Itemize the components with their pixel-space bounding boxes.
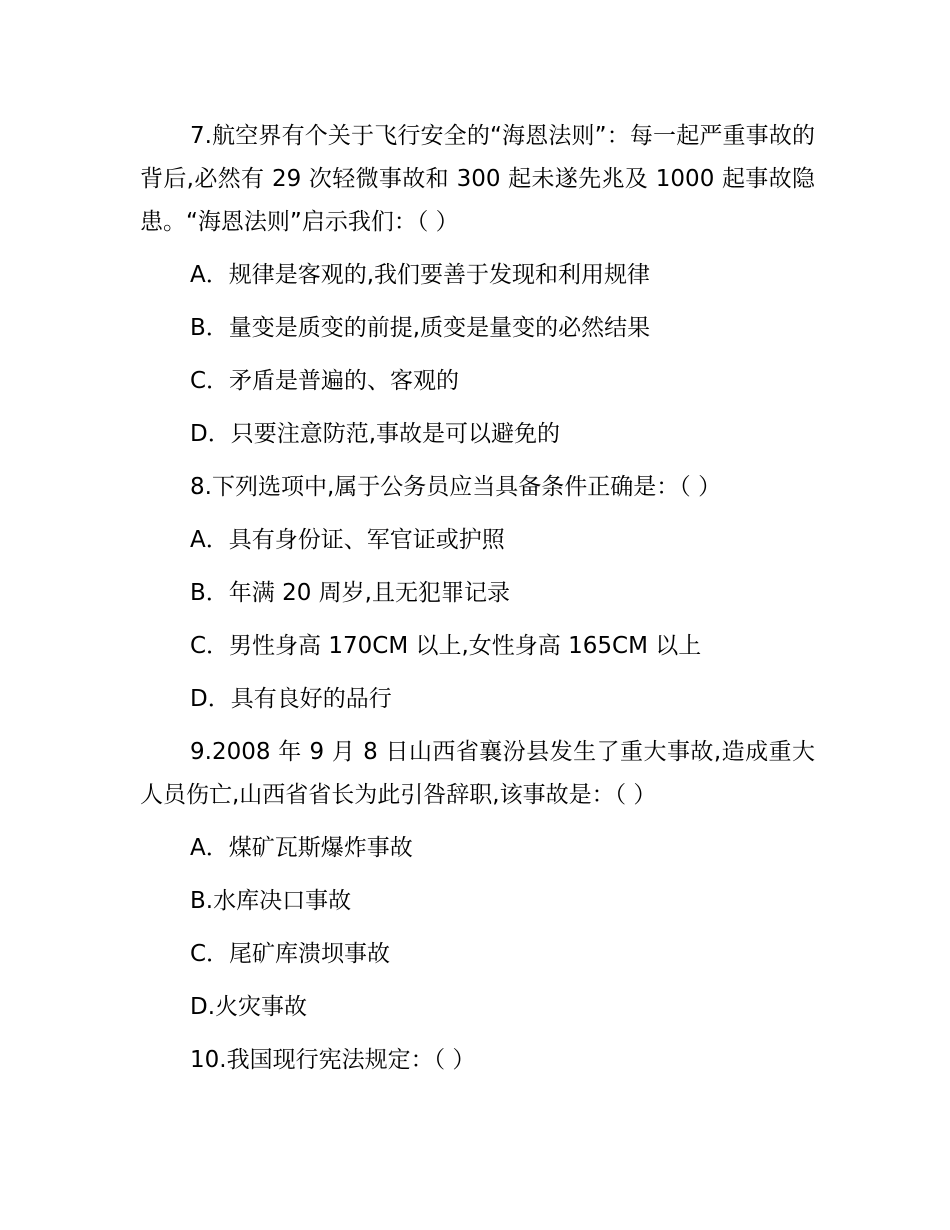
question-7-option-b: B．量变是质变的前提,质变是量变的必然结果	[190, 315, 651, 341]
question-7-stem: 7.航空界有个关于飞行安全的“海恩法则”：每一起严重事故的背后,必然有 29 次轻微事故和 300 起未遂先兆及 1000 起事故隐患。“海恩法则”启示我们：（ ）	[140, 123, 815, 235]
document-body	[140, 115, 815, 1092]
question-7-option-a: A．规律是客观的,我们要善于发现和利用规律	[190, 262, 651, 288]
question-8-option-c: C．男性身高 170CM 以上,女性身高 165CM 以上	[190, 633, 702, 659]
question-8-option-d: D．具有良好的品行	[190, 686, 392, 712]
question-9-option-c: C．尾矿库溃坝事故	[190, 941, 391, 967]
question-10-stem: 10.我国现行宪法规定：（ ）	[190, 1047, 476, 1073]
question-9-stem: 9.2008 年 9 月 8 日山西省襄汾县发生了重大事故,造成重大人员伤亡,山西省省长为此引咎辞职,该事故是：（ ）	[140, 739, 815, 808]
question-8-option-a: A．具有身份证、军官证或护照	[190, 527, 505, 553]
question-8-stem: 8.下列选项中,属于公务员应当具备条件正确是：（ ）	[190, 474, 722, 500]
question-7-option-d: D．只要注意防范,事故是可以避免的	[190, 421, 561, 447]
question-7-option-c: C．矛盾是普遍的、客观的	[190, 368, 460, 394]
question-9-option-b: B.水库决口事故	[190, 888, 352, 914]
question-9-option-a: A．煤矿瓦斯爆炸事故	[190, 835, 413, 861]
question-9-option-d: D.火灾事故	[190, 994, 308, 1020]
question-8-option-b: B．年满 20 周岁,且无犯罪记录	[190, 580, 510, 606]
